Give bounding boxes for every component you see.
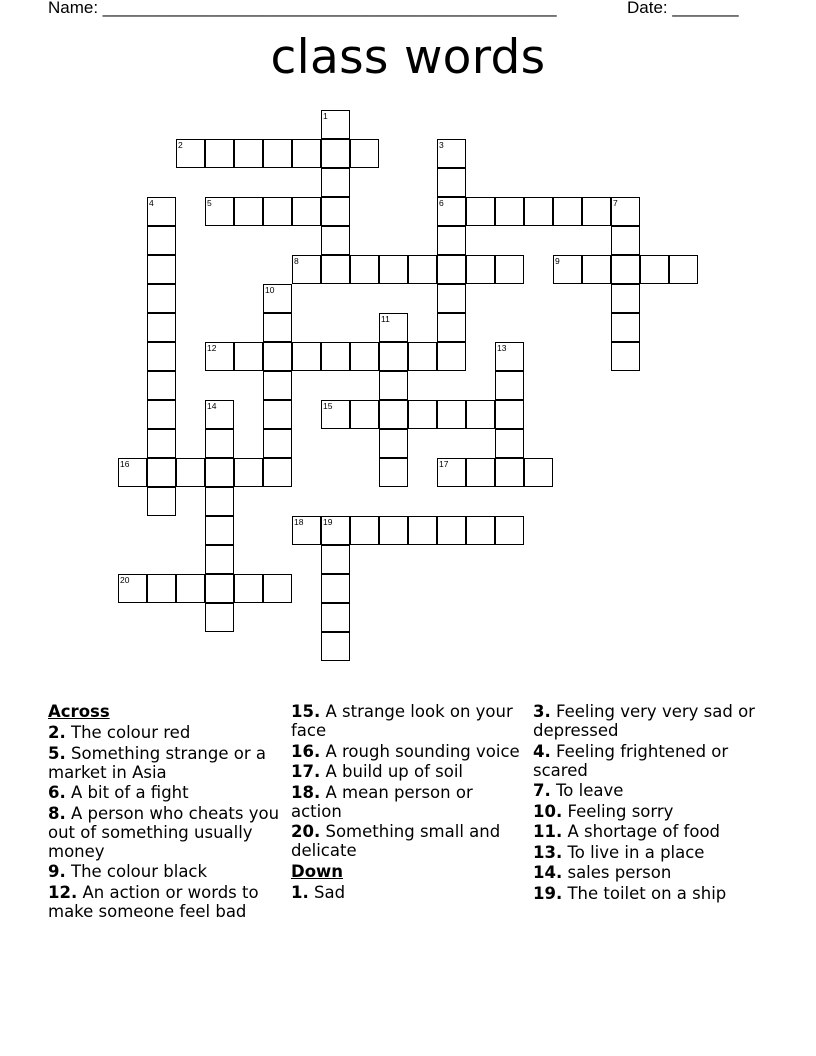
grid-cell[interactable] xyxy=(669,255,698,284)
clue-number: 1. xyxy=(291,882,309,902)
grid-cell[interactable] xyxy=(234,139,263,168)
grid-cell[interactable] xyxy=(495,458,524,487)
clue-text: Something small and delicate xyxy=(291,822,501,860)
grid-cell[interactable] xyxy=(292,139,321,168)
grid-cell[interactable] xyxy=(379,429,408,458)
grid-cell[interactable] xyxy=(437,342,466,371)
grid-cell[interactable] xyxy=(147,487,176,516)
clue-text: A shortage of food xyxy=(562,822,721,841)
grid-cell[interactable] xyxy=(205,429,234,458)
clue-item xyxy=(291,783,523,821)
clue-column-3 xyxy=(533,702,765,904)
clue-item xyxy=(291,762,523,781)
grid-cell[interactable] xyxy=(263,139,292,168)
grid-cell[interactable] xyxy=(321,574,350,603)
grid-cell[interactable] xyxy=(263,284,292,313)
grid-cell[interactable] xyxy=(408,255,437,284)
clue-number-label: 4 xyxy=(149,198,154,208)
grid-cell[interactable] xyxy=(379,313,408,342)
grid-cell[interactable] xyxy=(147,429,176,458)
clue-number-label: 18 xyxy=(294,517,304,527)
clue-text: To leave xyxy=(550,781,624,800)
clue-number-label: 13 xyxy=(497,343,507,353)
grid-cell[interactable] xyxy=(495,400,524,429)
clue-item xyxy=(291,822,523,860)
clue-number: 18. xyxy=(291,782,321,802)
clue-number: 6. xyxy=(48,783,66,802)
grid-cell[interactable] xyxy=(495,197,524,226)
grid-cell[interactable] xyxy=(437,313,466,342)
grid-cell[interactable] xyxy=(611,284,640,313)
clue-item xyxy=(291,702,523,740)
clue-text: Feeling frightened or scared xyxy=(533,741,729,780)
clue-item xyxy=(533,742,765,780)
grid-cell[interactable] xyxy=(263,197,292,226)
grid-cell[interactable] xyxy=(524,458,553,487)
clue-number-label: 17 xyxy=(439,459,449,469)
grid-cell[interactable] xyxy=(205,458,234,487)
grid-cell[interactable] xyxy=(292,197,321,226)
grid-cell[interactable] xyxy=(205,487,234,516)
clue-text: A person who cheats you out of something usually money xyxy=(48,803,280,861)
grid-cell[interactable] xyxy=(263,429,292,458)
grid-cell[interactable] xyxy=(176,458,205,487)
clue-item xyxy=(533,884,765,903)
grid-cell[interactable] xyxy=(176,139,205,168)
clue-item xyxy=(291,742,523,761)
grid-cell[interactable] xyxy=(408,400,437,429)
clue-number-label: 1 xyxy=(323,111,328,121)
clue-number-label: 14 xyxy=(207,401,217,411)
grid-cell[interactable] xyxy=(321,110,350,139)
clue-item xyxy=(533,781,765,800)
grid-cell[interactable] xyxy=(147,371,176,400)
grid-cell[interactable] xyxy=(350,139,379,168)
grid-cell[interactable] xyxy=(495,516,524,545)
clue-number-label: 11 xyxy=(381,314,390,324)
date-field-label: Date: _______ xyxy=(627,0,739,17)
clue-text: A build up of soil xyxy=(320,762,464,781)
clue-text: Sad xyxy=(308,882,346,902)
grid-cell[interactable] xyxy=(263,371,292,400)
grid-cell[interactable] xyxy=(524,197,553,226)
clue-item xyxy=(291,883,523,902)
grid-cell[interactable] xyxy=(495,371,524,400)
grid-cell[interactable] xyxy=(234,197,263,226)
grid-cell[interactable] xyxy=(321,516,350,545)
clue-number: 17. xyxy=(291,762,321,781)
grid-cell[interactable] xyxy=(234,574,263,603)
grid-cell[interactable] xyxy=(495,342,524,371)
clue-number-label: 19 xyxy=(323,517,333,527)
grid-cell[interactable] xyxy=(321,400,350,429)
grid-cell[interactable] xyxy=(582,197,611,226)
grid-cell[interactable] xyxy=(350,255,379,284)
grid-cell[interactable] xyxy=(205,516,234,545)
clue-item xyxy=(48,883,280,921)
clue-number-label: 2 xyxy=(178,140,183,150)
grid-cell[interactable] xyxy=(263,574,292,603)
grid-cell[interactable] xyxy=(205,139,234,168)
clue-item xyxy=(533,863,765,882)
grid-cell[interactable] xyxy=(263,313,292,342)
grid-cell[interactable] xyxy=(321,603,350,632)
grid-cell[interactable] xyxy=(292,255,321,284)
grid-cell[interactable] xyxy=(263,458,292,487)
grid-cell[interactable] xyxy=(147,226,176,255)
clue-item xyxy=(48,783,280,802)
clue-number: 10. xyxy=(533,801,563,821)
clue-number: 8. xyxy=(48,803,66,823)
page-title: class words xyxy=(270,30,546,85)
clue-text: Feeling very very sad or depressed xyxy=(533,702,755,740)
clue-text: Feeling sorry xyxy=(562,801,674,821)
grid-cell[interactable] xyxy=(466,516,495,545)
clue-number: 7. xyxy=(533,781,551,800)
clue-number-label: 6 xyxy=(439,198,444,208)
grid-cell[interactable] xyxy=(611,255,640,284)
grid-cell[interactable] xyxy=(640,255,669,284)
clue-text: A strange look on your face xyxy=(291,702,513,740)
clue-text: The toilet on a ship xyxy=(562,883,727,903)
grid-cell[interactable] xyxy=(205,197,234,226)
clue-number: 3. xyxy=(533,702,551,721)
clue-number: 5. xyxy=(48,743,66,763)
clue-number-label: 7 xyxy=(613,198,618,208)
clue-number-label: 10 xyxy=(265,285,275,295)
grid-cell[interactable] xyxy=(466,197,495,226)
grid-cell[interactable] xyxy=(234,342,263,371)
grid-cell[interactable] xyxy=(292,342,321,371)
down-heading: Down xyxy=(291,861,344,881)
clue-number: 9. xyxy=(48,862,66,881)
clue-item xyxy=(533,843,765,862)
grid-cell[interactable] xyxy=(437,255,466,284)
grid-cell[interactable] xyxy=(147,458,176,487)
clue-item xyxy=(48,862,280,881)
grid-cell[interactable] xyxy=(118,458,147,487)
clue-number: 16. xyxy=(291,741,321,761)
grid-cell[interactable] xyxy=(321,139,350,168)
grid-cell[interactable] xyxy=(408,342,437,371)
grid-cell[interactable] xyxy=(147,400,176,429)
grid-cell[interactable] xyxy=(176,574,205,603)
clue-number-label: 9 xyxy=(555,256,560,266)
clue-item xyxy=(533,802,765,821)
grid-cell[interactable] xyxy=(379,371,408,400)
clue-number-label: 20 xyxy=(120,575,130,585)
grid-cell[interactable] xyxy=(611,342,640,371)
clue-text: sales person xyxy=(562,863,672,882)
clue-number-label: 8 xyxy=(294,256,299,266)
grid-cell[interactable] xyxy=(379,516,408,545)
clue-text: A mean person or action xyxy=(291,782,473,821)
grid-cell[interactable] xyxy=(205,400,234,429)
grid-cell[interactable] xyxy=(379,400,408,429)
grid-cell[interactable] xyxy=(263,342,292,371)
clue-text: The colour black xyxy=(65,862,208,881)
grid-cell[interactable] xyxy=(321,342,350,371)
grid-cell[interactable] xyxy=(147,284,176,313)
grid-cell[interactable] xyxy=(466,400,495,429)
grid-cell[interactable] xyxy=(234,458,263,487)
grid-cell[interactable] xyxy=(466,458,495,487)
grid-cell[interactable] xyxy=(437,226,466,255)
grid-cell[interactable] xyxy=(437,284,466,313)
clue-number: 15. xyxy=(291,702,321,721)
clue-column-2 xyxy=(291,702,523,903)
clue-number-label: 12 xyxy=(207,343,217,353)
clue-number: 4. xyxy=(533,741,551,761)
grid-cell[interactable] xyxy=(205,603,234,632)
grid-cell[interactable] xyxy=(437,139,466,168)
grid-cell[interactable] xyxy=(321,168,350,197)
grid-cell[interactable] xyxy=(350,516,379,545)
grid-cell[interactable] xyxy=(437,400,466,429)
grid-cell[interactable] xyxy=(437,168,466,197)
grid-cell[interactable] xyxy=(379,458,408,487)
clue-item xyxy=(533,822,765,841)
clue-text: A bit of a fight xyxy=(65,783,189,802)
clue-number: 13. xyxy=(533,842,563,862)
clue-text: An action or words to make someone feel bad xyxy=(48,882,259,921)
clue-text: A rough sounding voice xyxy=(320,741,520,761)
grid-cell[interactable] xyxy=(321,255,350,284)
grid-cell[interactable] xyxy=(582,255,611,284)
clue-number: 14. xyxy=(533,863,563,882)
clue-item xyxy=(48,723,280,742)
grid-cell[interactable] xyxy=(350,342,379,371)
grid-cell[interactable] xyxy=(205,342,234,371)
grid-cell[interactable] xyxy=(553,255,582,284)
grid-cell[interactable] xyxy=(495,255,524,284)
name-field-label: Name: ________________________________________________ xyxy=(48,0,557,17)
grid-cell[interactable] xyxy=(437,516,466,545)
clue-number: 20. xyxy=(291,822,321,841)
grid-cell[interactable] xyxy=(611,313,640,342)
grid-cell[interactable] xyxy=(379,342,408,371)
grid-cell[interactable] xyxy=(147,313,176,342)
clue-item xyxy=(48,744,280,782)
grid-cell[interactable] xyxy=(147,342,176,371)
grid-cell[interactable] xyxy=(437,458,466,487)
grid-cell[interactable] xyxy=(321,197,350,226)
clue-item xyxy=(48,804,280,861)
grid-cell[interactable] xyxy=(263,400,292,429)
clue-number: 11. xyxy=(533,822,563,841)
grid-cell[interactable] xyxy=(147,197,176,226)
grid-cell[interactable] xyxy=(466,255,495,284)
grid-cell[interactable] xyxy=(118,574,147,603)
clue-number-label: 5 xyxy=(207,198,212,208)
grid-cell[interactable] xyxy=(611,197,640,226)
across-heading: Across xyxy=(48,702,110,721)
clue-text: To live in a place xyxy=(562,842,705,862)
clue-number: 12. xyxy=(48,882,78,902)
grid-cell[interactable] xyxy=(437,197,466,226)
grid-cell[interactable] xyxy=(321,632,350,661)
clue-number-label: 3 xyxy=(439,140,444,150)
grid-cell[interactable] xyxy=(350,400,379,429)
clue-number: 19. xyxy=(533,883,563,903)
grid-cell[interactable] xyxy=(611,226,640,255)
grid-cell[interactable] xyxy=(147,574,176,603)
clue-number-label: 16 xyxy=(120,459,130,469)
clue-text: Something strange or a market in Asia xyxy=(48,743,266,782)
grid-cell[interactable] xyxy=(321,226,350,255)
grid-cell[interactable] xyxy=(292,516,321,545)
clue-text: The colour red xyxy=(65,723,191,742)
grid-cell[interactable] xyxy=(408,516,437,545)
clue-number-label: 15 xyxy=(323,401,333,411)
grid-cell[interactable] xyxy=(379,255,408,284)
grid-cell[interactable] xyxy=(205,545,234,574)
clue-item xyxy=(533,702,765,740)
grid-cell[interactable] xyxy=(205,574,234,603)
clue-column-1 xyxy=(48,702,280,922)
grid-cell[interactable] xyxy=(553,197,582,226)
grid-cell[interactable] xyxy=(321,545,350,574)
clue-number: 2. xyxy=(48,723,66,742)
grid-cell[interactable] xyxy=(495,429,524,458)
grid-cell[interactable] xyxy=(147,255,176,284)
